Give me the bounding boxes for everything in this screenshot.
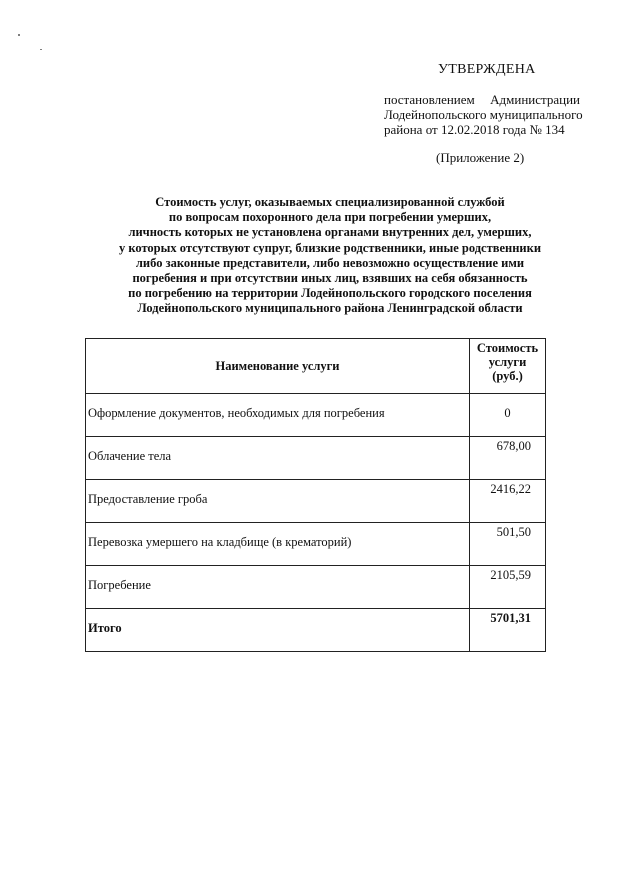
scan-speck — [40, 49, 42, 50]
service-cost: 2105,59 — [470, 566, 546, 609]
table-row — [86, 394, 546, 437]
title-line: у которых отсутствуют супруг, близкие родственники, иные родственники — [118, 240, 542, 255]
total-label: Итого — [86, 609, 470, 652]
header-cost-line: Стоимость — [476, 341, 539, 355]
approval-title: УТВЕРЖДЕНА — [438, 62, 536, 77]
title-line: Стоимость услуг, оказываемых специализированной службой — [155, 195, 505, 209]
table-row — [86, 437, 546, 480]
approval-line-2: Лодейнопольского муниципального — [384, 107, 583, 122]
service-cost: 501,50 — [470, 523, 546, 566]
service-cost: 678,00 — [470, 437, 546, 480]
title-line: по погребению на территории Лодейнопольского городского поселения — [128, 286, 532, 301]
title-line: погребения и при отсутствии иных лиц, взявших на себя обязанность — [132, 271, 528, 286]
service-name: Оформление документов, необходимых для погребения — [86, 394, 470, 437]
approval-line-1 — [384, 92, 580, 107]
header-service-cost — [470, 339, 546, 394]
table-row — [86, 566, 546, 609]
service-name: Предоставление гроба — [86, 480, 470, 523]
table-header-row — [86, 339, 546, 394]
table-row — [86, 480, 546, 523]
approval-line-1-right: Администрации — [490, 92, 580, 107]
title-line: либо законные представители, либо невозможно осуществление ими — [135, 255, 525, 270]
total-cost: 5701,31 — [470, 609, 546, 652]
appendix-label: (Приложение 2) — [436, 150, 525, 165]
document-title — [60, 195, 600, 317]
header-cost-line: (руб.) — [492, 369, 523, 383]
approval-line-1-left: постановлением — [384, 92, 475, 107]
table-row — [86, 523, 546, 566]
scan-speck — [18, 34, 20, 36]
service-name: Погребение — [86, 566, 470, 609]
service-name: Облачение тела — [86, 437, 470, 480]
services-cost-table — [85, 338, 546, 652]
header-cost-line: услуги — [488, 355, 527, 369]
title-line: личность которых не установлена органами внутренних дел, умерших, — [128, 225, 532, 240]
title-line: Лодейнопольского муниципального района Ленинградской области — [137, 301, 523, 316]
service-name: Перевозка умершего на кладбище (в крематорий) — [86, 523, 470, 566]
header-service-name: Наименование услуги — [86, 339, 470, 394]
service-cost: 0 — [470, 394, 546, 437]
service-cost: 2416,22 — [470, 480, 546, 523]
title-line: по вопросам похоронного дела при погребении умерших, — [168, 210, 492, 225]
approval-block — [384, 92, 583, 137]
approval-line-3: района от 12.02.2018 года № 134 — [384, 122, 565, 137]
table-total-row — [86, 609, 546, 652]
